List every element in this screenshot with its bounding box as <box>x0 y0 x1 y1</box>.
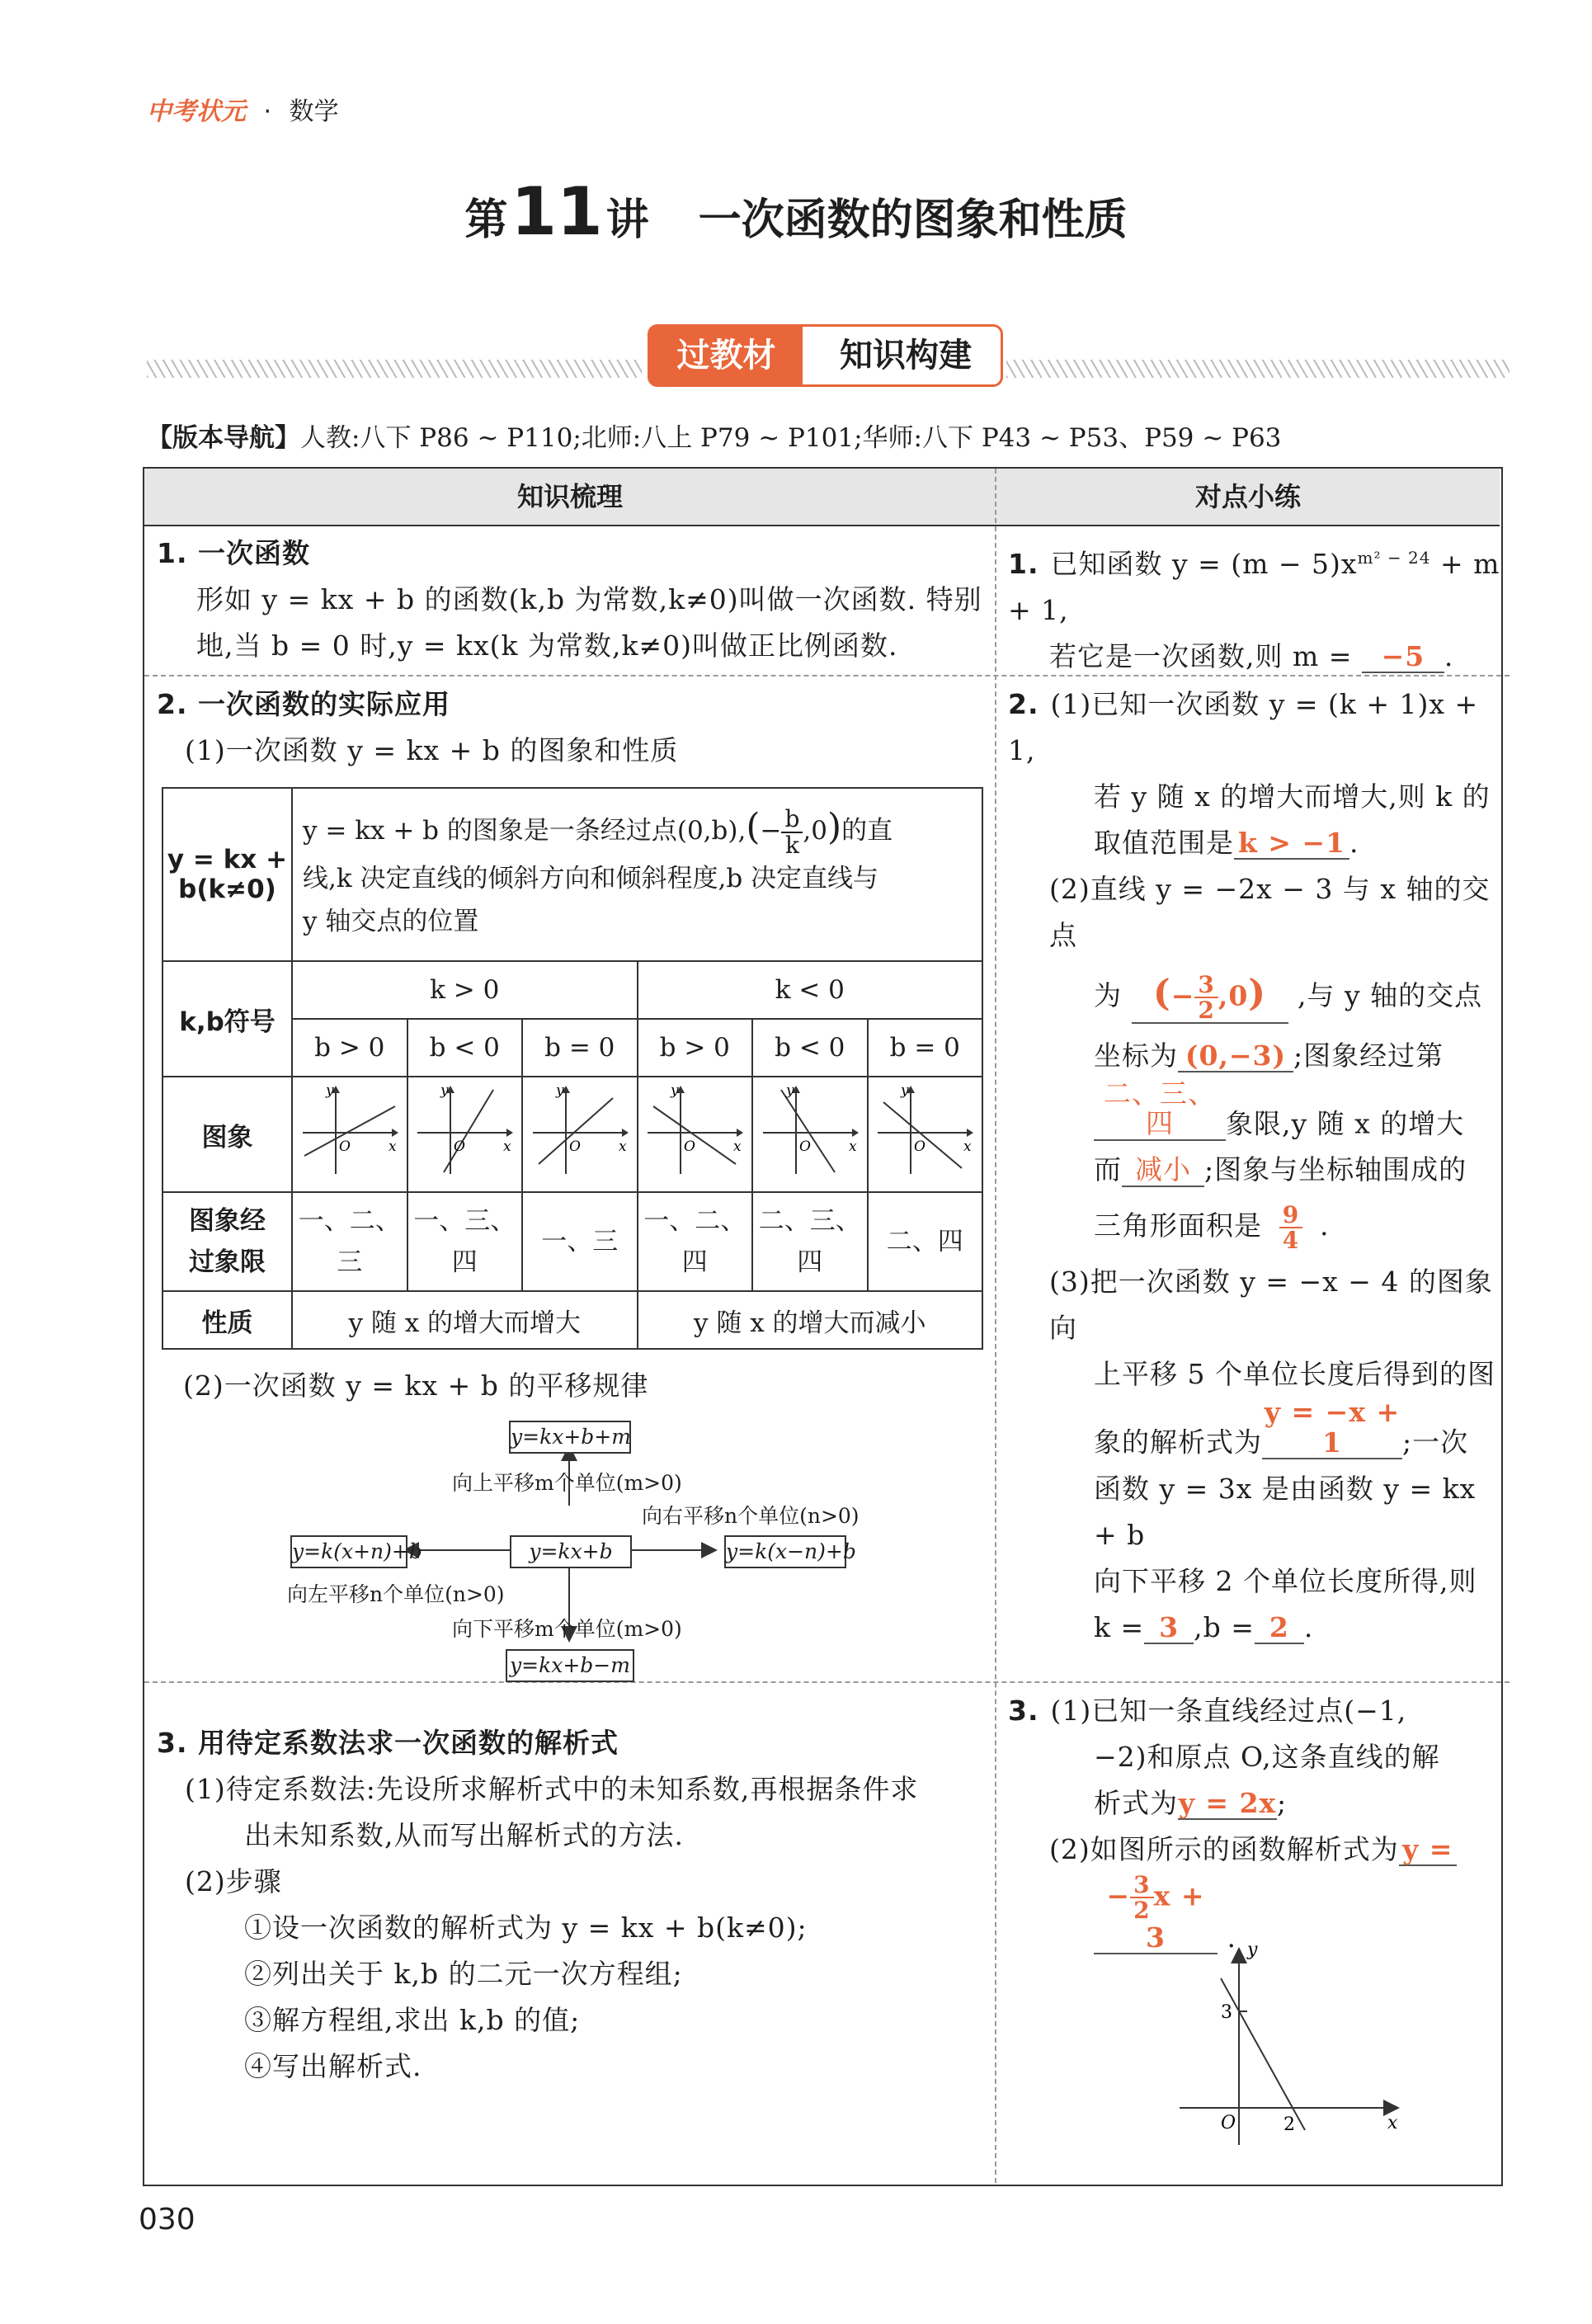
p3-a-answer: y = 2x <box>1178 1787 1277 1819</box>
p3-a2: −2)和原点 O,这条直线的解 <box>1094 1741 1440 1773</box>
p2-c1: (3)把一次函数 y = −x − 4 的图象向 <box>1049 1266 1493 1345</box>
p2-b4-answer: 二、三、四 <box>1094 1079 1226 1141</box>
mini-label-y: y <box>901 1082 909 1099</box>
mini-graph <box>411 1082 518 1181</box>
label-y: y <box>1247 1940 1258 1960</box>
table-quad-cell: 一、二、 四 <box>638 1192 753 1291</box>
graph-cell <box>292 1077 407 1192</box>
k2-sub1: (1)一次函数 y = kx + b 的图象和性质 <box>185 734 679 766</box>
table-head-function: y = kx + b(k≠0) <box>162 788 292 961</box>
mini-label-x: x <box>848 1138 857 1155</box>
header-dot: · <box>263 97 272 126</box>
label-right: 向右平移n个单位(n>0) <box>642 1504 860 1528</box>
table-b-case: b < 0 <box>752 1019 868 1077</box>
box-bottom: y=kx+b−m <box>506 1649 634 1682</box>
mini-x-arrow <box>852 1129 859 1137</box>
table-quad-cell: 一、三 <box>522 1192 638 1291</box>
mini-x-arrow <box>737 1129 743 1137</box>
practice-2 <box>1008 681 1503 1651</box>
p2-b2: 为 (− $\frac{3}{2}$ ,0) ,与 y 轴的交点 <box>1094 970 1483 1024</box>
table-k-positive: k > 0 <box>292 961 638 1019</box>
lecture-prefix: 第 <box>464 196 508 245</box>
row-divider-2 <box>144 1681 1510 1683</box>
badge-right: 知识构建 <box>840 337 972 375</box>
k2-sub2: (2)一次函数 y = kx + b 的平移规律 <box>183 1369 649 1402</box>
k3-step: ②列出关于 k,b 的二元一次方程组; <box>244 1958 683 1990</box>
table-graph-label: 图象 <box>162 1077 292 1192</box>
box-center: y=kx+b <box>510 1535 632 1568</box>
mini-label-o: O <box>914 1138 926 1155</box>
label-x: x <box>1387 2113 1398 2133</box>
mini-label-y: y <box>555 1082 564 1099</box>
p3-b-answer-a: y = <box>1399 1835 1457 1866</box>
mini-label-x: x <box>618 1138 627 1155</box>
mini-function-line <box>883 1102 962 1168</box>
mini-graph <box>871 1082 978 1181</box>
mini-label-x: x <box>503 1138 511 1155</box>
graph-cell <box>407 1077 523 1192</box>
mini-x-arrow <box>622 1129 629 1137</box>
mini-label-x: x <box>963 1138 972 1155</box>
mini-label-x: x <box>733 1138 742 1155</box>
lecture-title <box>0 173 1592 250</box>
graph-cell <box>752 1077 868 1192</box>
header-subject: 数学 <box>289 97 339 126</box>
box-right: y=k(x−n)+b <box>724 1535 846 1568</box>
table-quad-label: 图象经 过象限 <box>162 1192 292 1291</box>
p2-b3: 坐标为 (0,−3) ;图象经过第 <box>1094 1039 1444 1072</box>
p2-b-value-answer: 2 <box>1255 1613 1304 1644</box>
table-quad-cell: 二、四 <box>868 1192 983 1291</box>
label-xint: 2 <box>1283 2114 1295 2135</box>
k3-steps-title: (2)步骤 <box>185 1865 282 1897</box>
table-b-case: b > 0 <box>638 1019 753 1077</box>
mini-label-y: y <box>671 1082 679 1099</box>
p1-line1: 1. 已知函数 $y = (m - 5)x^{m^2 - 24} + m + 1$, <box>1008 548 1500 626</box>
table-quad-cell: 一、三、 四 <box>407 1192 523 1291</box>
mini-graph <box>526 1082 634 1181</box>
k3-step: ④写出解析式. <box>244 2050 422 2082</box>
p2-b5-answer: 减小 <box>1122 1155 1204 1186</box>
p2-a-answer: k > −1 <box>1234 828 1349 860</box>
p3-b2: − $\frac{3}{2}$ x + 3 . <box>1008 1873 1503 1939</box>
mini-label-x: x <box>388 1138 397 1155</box>
edition-nav <box>147 417 1281 454</box>
k1-line2: 地,当 b = 0 时,y = kx(k 为常数,k≠0)叫做正比例函数. <box>196 629 898 662</box>
table-prop-label: 性质 <box>162 1291 292 1349</box>
mini-label-y: y <box>325 1082 334 1099</box>
p2-c6: k = 3 ,b = 2 . <box>1094 1610 1314 1643</box>
header <box>147 91 339 127</box>
p3-b-answer-b: − $\frac{3}{2}$ x + 3 <box>1094 1873 1218 1954</box>
knowledge-1 <box>157 530 990 669</box>
k3-step: ③解方程组,求出 k,b 的值; <box>244 2004 581 2036</box>
practice-1 <box>1008 535 1503 680</box>
table-k-negative: k < 0 <box>638 961 983 1019</box>
p2-b-answer: (− $\frac{3}{2}$ ,0) <box>1132 973 1288 1025</box>
table-quad-cell: 二、三、 四 <box>752 1192 868 1291</box>
graph-cell <box>868 1077 983 1192</box>
graph-cell <box>638 1077 753 1192</box>
mini-function-line <box>781 1090 835 1172</box>
p2-b3-answer: (0,−3) <box>1178 1041 1293 1072</box>
lecture-suffix: 讲 <box>605 196 649 245</box>
brand-logo: 中考状元 <box>147 97 246 126</box>
column-divider <box>995 469 996 2183</box>
p2-k-answer: 3 <box>1144 1613 1194 1644</box>
edition-label: 【版本导航】 <box>147 423 300 453</box>
mini-label-o: O <box>338 1138 351 1155</box>
table-sign-label: k,b符号 <box>162 961 292 1077</box>
graph-cell <box>522 1077 638 1192</box>
hatched-rule-right <box>1006 360 1510 378</box>
k1-title: 1. 一次函数 <box>157 537 310 569</box>
mini-graph <box>296 1082 403 1181</box>
practice-3 <box>1008 1688 1503 1954</box>
p2-b6-answer: $\frac{9}{4}$ <box>1262 1203 1320 1253</box>
col-head-left: 知识梳理 <box>516 481 623 512</box>
table-desc: y = kx + b 的图象是一条经过点(0,b),(− $\frac{b}{k}$ ,0)的直 线,k 决定直线的倾斜方向和倾斜程度,b 决定直线与 y 轴交点的位置 <box>292 788 982 961</box>
label-left: 向左平移n个单位(n>0) <box>287 1582 505 1606</box>
p1-line2: 若它是一次函数,则 m = −5 . <box>1049 640 1454 672</box>
edition-text: 人教:八下 P86 ~ P110;北师:八上 P79 ~ P101;华师:八下 P43 ~ P53、P59 ~ P63 <box>300 423 1282 453</box>
hatched-rule-left <box>147 360 642 378</box>
mini-label-o: O <box>568 1138 581 1155</box>
k3-step: ①设一次函数的解析式为 y = kx + b(k≠0); <box>244 1912 808 1944</box>
mini-label-y: y <box>785 1082 794 1099</box>
p3-graph <box>1171 1939 1435 2153</box>
mini-x-arrow <box>967 1129 973 1137</box>
mini-function-line <box>653 1106 736 1164</box>
lecture-number: 11 <box>511 173 603 250</box>
p3-b1: (2)如图所示的函数解析式为 y = <box>1008 1827 1503 1873</box>
k3-method-a: (1)待定系数法:先设所求解析式中的未知系数,再根据条件求 <box>185 1773 919 1805</box>
p1-answer: −5 <box>1362 642 1444 673</box>
p2-b1: (2)直线 y = −2x − 3 与 x 轴的交点 <box>1049 873 1491 951</box>
p2-c3: 象的解析式为y = −x + 1 ;一次 <box>1094 1396 1469 1459</box>
p2-a2: 若 y 随 x 的增大而增大,则 k 的 <box>1094 780 1491 813</box>
table-quad-cell: 一、二、 三 <box>292 1192 407 1291</box>
table-prop-increase: y 随 x 的增大而增大 <box>292 1291 638 1349</box>
p2-a3: 取值范围是 k > −1 . <box>1094 827 1359 859</box>
mini-graph <box>641 1082 748 1181</box>
table-b-case: b = 0 <box>522 1019 638 1077</box>
box-top: y=kx+b+m <box>509 1421 631 1454</box>
p3-a3: 析式为y = 2x; <box>1094 1787 1288 1819</box>
p2-c5: 向下平移 2 个单位长度所得,则 <box>1094 1564 1477 1597</box>
properties-table <box>162 787 983 1350</box>
box-left: y=k(x+n)+b <box>290 1535 407 1568</box>
table-b-case: b < 0 <box>407 1019 523 1077</box>
badge-left: 过教材 <box>650 327 803 384</box>
p2-a1: 2. (1)已知一次函数 y = (k + 1)x + 1, <box>1008 688 1479 766</box>
p2-c4: 函数 y = 3x 是由函数 y = kx + b <box>1094 1472 1477 1551</box>
label-up: 向上平移m个单位(m>0) <box>452 1471 682 1495</box>
page-number: 030 <box>139 2203 195 2237</box>
k2-title: 2. 一次函数的实际应用 <box>157 688 450 720</box>
k1-line1: 形如 y = kx + b 的函数(k,b 为常数,k≠0)叫做一次函数. 特别 <box>196 583 982 615</box>
p2-c2: 上平移 5 个单位长度后得到的图 <box>1094 1358 1495 1391</box>
table-b-case: b > 0 <box>292 1019 407 1077</box>
knowledge-2 <box>157 681 990 774</box>
mini-label-o: O <box>684 1138 696 1155</box>
mini-label-y: y <box>440 1082 449 1099</box>
knowledge-3 <box>157 1720 990 2090</box>
table-b-case: b = 0 <box>868 1019 983 1077</box>
mini-label-o: O <box>798 1138 811 1155</box>
p2-b6: 三角形面积是 $\frac{9}{4}$ . <box>1094 1200 1330 1255</box>
label-down: 向下平移m个单位(m>0) <box>452 1617 682 1641</box>
col-head-right: 对点小练 <box>1194 481 1301 512</box>
label-o: O <box>1221 2113 1236 2133</box>
table-prop-decrease: y 随 x 的增大而减小 <box>638 1291 983 1349</box>
mini-label-o: O <box>454 1138 466 1155</box>
label-yint: 3 <box>1221 2002 1232 2023</box>
lecture-text: 一次函数的图象和性质 <box>698 196 1128 245</box>
p1-exponent: m² − 24 <box>1357 548 1431 568</box>
mini-x-arrow <box>506 1129 513 1137</box>
p2-c3-answer: y = −x + 1 <box>1262 1398 1402 1459</box>
k3-title: 3. 用待定系数法求一次函数的解析式 <box>157 1727 619 1759</box>
k3-method-b: 出未知系数,从而写出解析式的方法. <box>244 1819 684 1851</box>
mini-graph <box>756 1082 864 1181</box>
mini-x-arrow <box>392 1129 398 1137</box>
p3-a1: 3. (1)已知一条直线经过点(−1, <box>1008 1695 1407 1727</box>
section-badge <box>648 324 1003 387</box>
p2-b5: 而 减小 ;图象与坐标轴围成的 <box>1094 1153 1467 1186</box>
p2-b4: 二、三、四 象限,y 随 x 的增大 <box>1008 1079 1503 1147</box>
